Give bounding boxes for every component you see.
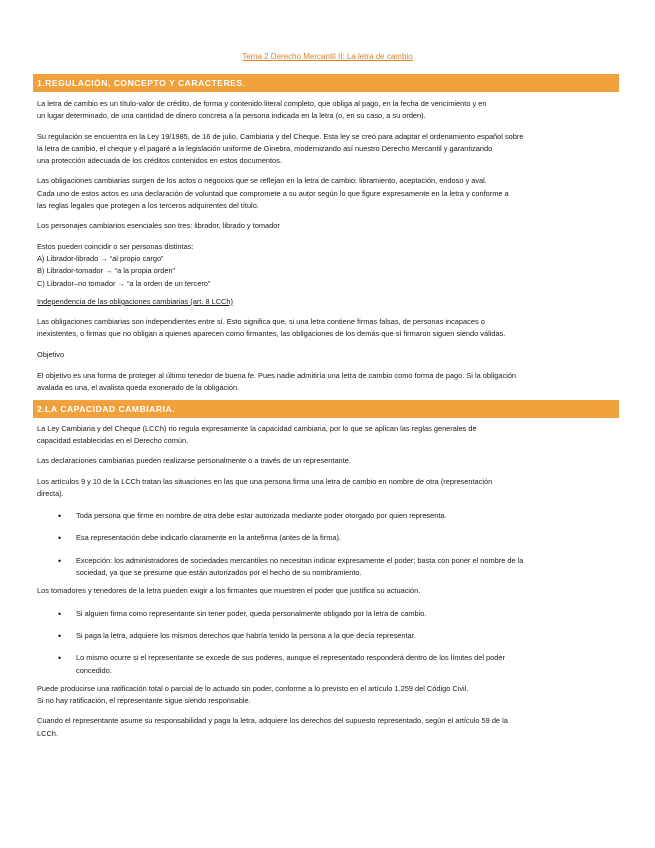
bullet-list-1 [37, 510, 618, 579]
paragraph: La Ley Cambiaria y del Cheque (LCCh) no regula expresamente la capacidad cambiaria, por lo que se aplican las reglas generales de capacidad establecidas en el Derecho común. [37, 423, 477, 445]
list-item: • Lo mismo ocurre si el representante se excede de sus poderes, aunque el representado responderá dentro de los límites del poder concedido. [37, 652, 618, 677]
paragraph: Los personajes cambiarios esenciales son tres: librador, librado y tomador [37, 221, 280, 231]
list-item: • Si paga la letra, adquiere los mismos derechos que habría tenido la persona a la que decía representar. [37, 630, 618, 642]
section-1-body [37, 98, 618, 395]
paragraph: El objetivo es una forma de proteger al último tenedor de buena fe. Pues nadie admitiría una letra de cambio como forma de pago. Si la obligación avalada es una, el avalista queda exonerado de la obligación. [37, 371, 517, 393]
subheading-independence: Independencia de las obligaciones cambiarias (art. 8 LCCh) [37, 296, 233, 306]
section-heading-1: 1.REGULACIÓN, CONCEPTO Y CARACTERES. [33, 74, 619, 92]
document-title: Tema 2 Derecho Mercantil II: La letra de cambio [242, 52, 413, 61]
paragraph: Las obligaciones cambiarias son independientes entre sí. Esto significa que, si una letra contiene firmas falsas, de personas incapaces o inexistentes, o firmas que no obligan a quienes aparecen como firmantes, las obligaciones de los demás que sí firmaron siguen siendo válidas. [37, 317, 506, 339]
paragraph: La letra de cambio es un título-valor de crédito, de forma y contenido literal completo, que obliga al pago, en la fecha de vencimiento y en un lugar determinado, de una cantidad de dinero concreta a la persona indicada en la letra (o, en su caso, a su orden). [37, 99, 487, 121]
list-item: • Toda persona que firme en nombre de otra debe estar autorizada mediante poder otorgado por quien representa. [37, 510, 618, 522]
list-item: • Esa representación debe indicarlo claramente en la antefirma (antes de la firma). [37, 532, 618, 544]
paragraph: Estos pueden coincidir o ser personas distintas: A) Librador-librado → “al propio cargo” B) Librador-tomador → “a la propia orden” C) Librador–no tomador → “a la orden de un tercero” [37, 241, 211, 288]
paragraph: Las obligaciones cambiarias surgen de los actos o negocios que se reflejan en la letra de cambio: libramiento, aceptación, endoso y aval. Cada uno de estos actos es una declaración de voluntad que compromete a su autor según lo que figure expresamente en la letra y conforme a las reglas legales que protegen a los terceros adquirentes del título. [37, 176, 509, 211]
list-item: • Excepción: los administradores de sociedades mercantiles no necesitan indicar expresamente el poder; basta con poner el nombre de la sociedad, ya que se presume que están autorizados por el hecho de su nombramiento. [37, 555, 618, 580]
paragraph: Los tomadores y tenedores de la letra pueden exigir a los firmantes que muestren el poder que justifica su actuación. [37, 586, 421, 596]
paragraph: Los artículos 9 y 10 de la LCCh tratan las situaciones en las que una persona firma una letra de cambio en nombre de otra (representación directa). [37, 476, 493, 498]
subheading-objective: Objetivo [37, 349, 65, 359]
list-item: • Si alguien firma como representante sin tener poder, queda personalmente obligado por la letra de cambio. [37, 608, 618, 620]
paragraph: Las declaraciones cambiarias pueden realizarse personalmente o a través de un representante. [37, 456, 351, 466]
section-2-body [37, 423, 618, 740]
paragraph: Su regulación se encuentra en la Ley 19/1985, de 16 de julio, Cambiaria y del Cheque. Esta ley se creó para adaptar el ordenamiento español sobre la letra de cambio, el cheque y el pagaré a la legislación uniforme de Ginebra, modernizando así nuestro Derecho Mercantil y garantizando una protección adecuada de los créditos contenidos en estos documentos. [37, 131, 524, 166]
bullet-list-2 [37, 608, 618, 677]
section-heading-2: 2.LA CAPACIDAD CAMBIARIA. [33, 400, 619, 418]
paragraph: Puede producirse una ratificación total o parcial de lo actuado sin poder, conforme a lo previsto en el artículo 1.259 del Código Civil. Si no hay ratificación, el representante sigue siendo responsable. [37, 683, 469, 706]
paragraph: Cuando el representante asume su responsabilidad y paga la letra, adquiere los derechos del supuesto representado, según el artículo 59 de la LCCh. [37, 716, 508, 738]
